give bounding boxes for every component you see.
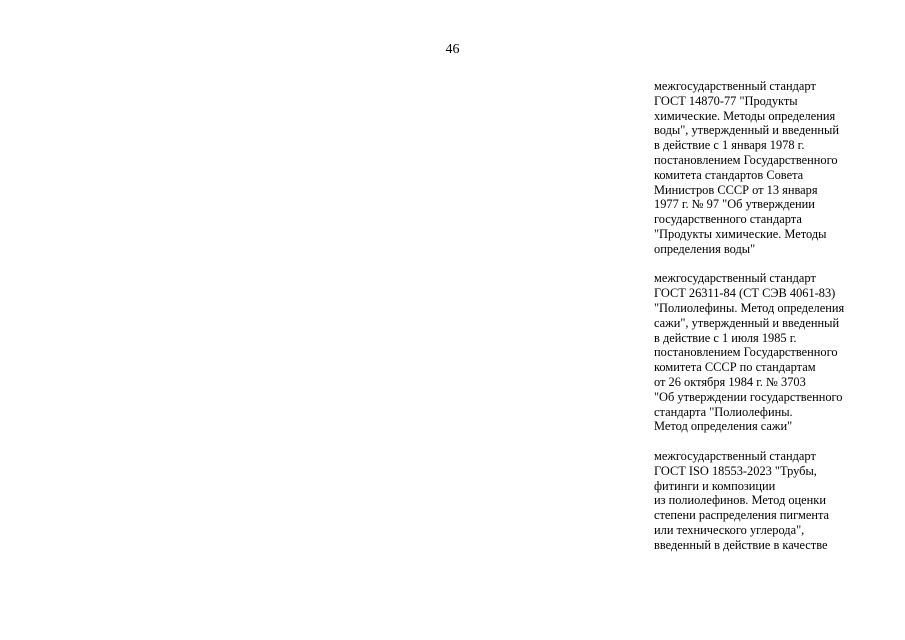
text-line: фитинги и композиции <box>654 478 776 493</box>
text-line: "Полиолефины. Метод определения <box>654 300 845 315</box>
standard-entry-gost-iso-18553 <box>654 449 894 553</box>
text-line: государственного стандарта <box>654 212 802 227</box>
text-line: сажи", утвержденный и введенный <box>654 315 840 330</box>
text-line: степени распределения пигмента <box>654 508 830 523</box>
text-column <box>654 79 894 567</box>
text-line: "Об утверждении государственного <box>654 389 843 404</box>
text-line: химические. Методы определения <box>654 108 836 123</box>
standard-entry-gost-26311 <box>654 271 894 434</box>
text-line: Министров СССР от 13 января <box>654 182 818 197</box>
text-line: комитета СССР по стандартам <box>654 360 816 375</box>
text-line: межгосударственный стандарт <box>654 448 816 463</box>
text-line: стандарта "Полиолефины. <box>654 404 793 419</box>
text-line: в действие с 1 июля 1985 г. <box>654 330 797 345</box>
text-line: комитета стандартов Совета <box>654 167 804 182</box>
text-line: 1977 г. № 97 "Об утверждении <box>654 197 815 212</box>
text-line: ГОСТ ISO 18553-2023 "Трубы, <box>654 463 817 478</box>
text-line: ГОСТ 14870-77 "Продукты <box>654 93 798 108</box>
page-number: 46 <box>445 42 460 57</box>
text-line: или технического углерода", <box>654 522 805 537</box>
text-line: "Продукты химические. Методы <box>654 226 827 241</box>
text-line: из полиолефинов. Метод оценки <box>654 493 826 508</box>
text-line: ГОСТ 26311-84 (СТ СЭВ 4061-83) <box>654 286 836 301</box>
text-line: в действие с 1 января 1978 г. <box>654 138 805 153</box>
text-line: определения воды" <box>654 241 756 256</box>
text-line: межгосударственный стандарт <box>654 79 816 93</box>
text-line: введенный в действие в качестве <box>654 537 828 552</box>
text-line: межгосударственный стандарт <box>654 271 816 286</box>
text-line: Метод определения сажи" <box>654 419 793 434</box>
text-line: постановлением Государственного <box>654 152 838 167</box>
text-line: постановлением Государственного <box>654 345 838 360</box>
text-line: от 26 октября 1984 г. № 3703 <box>654 374 806 389</box>
standard-entry-gost-14870 <box>654 79 894 257</box>
text-line: воды", утвержденный и введенный <box>654 123 839 138</box>
